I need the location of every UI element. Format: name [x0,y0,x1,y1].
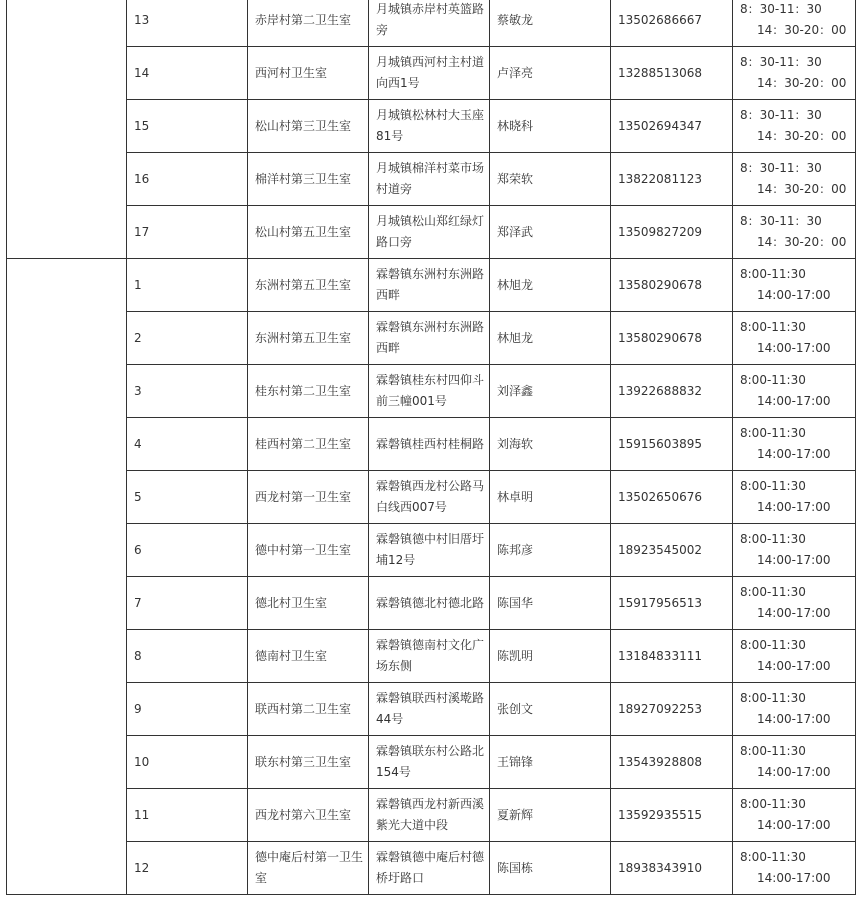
clinic-address: 霖磐镇桂西村桂桐路 [369,418,490,471]
clinic-address: 霖磐镇德南村文化广场东侧 [369,630,490,683]
opening-hours [733,683,856,736]
clinic-name: 联东村第三卫生室 [248,736,369,789]
table-row [7,365,856,418]
doctor-name: 林旭龙 [490,312,611,365]
clinic-name: 德中庵后村第一卫生室 [248,842,369,895]
morning-hours: 8:00-11:30 [740,532,806,546]
row-number: 16 [127,153,248,206]
opening-hours [733,365,856,418]
row-number: 15 [127,100,248,153]
morning-hours: 8：30-11：30 [740,108,822,122]
clinic-address: 霖磐镇德北村德北路 [369,577,490,630]
afternoon-hours: 14:00-17:00 [757,394,831,408]
table-row [7,683,856,736]
opening-hours [733,789,856,842]
opening-hours [733,153,856,206]
doctor-name: 陈国华 [490,577,611,630]
morning-hours: 8:00-11:30 [740,479,806,493]
row-number: 10 [127,736,248,789]
doctor-name: 林旭龙 [490,259,611,312]
afternoon-hours: 14：30-20：00 [757,182,847,196]
doctor-name: 林卓明 [490,471,611,524]
doctor-name: 王锦锋 [490,736,611,789]
clinic-address: 霖磐镇东洲村东洲路西畔 [369,259,490,312]
clinic-table [6,0,856,895]
clinic-address: 霖磐镇联西村溪墘路44号 [369,683,490,736]
clinic-address: 霖磐镇西龙村公路马白线西007号 [369,471,490,524]
table-row [7,259,856,312]
clinic-address: 霖磐镇德中村旧厝圩埔12号 [369,524,490,577]
morning-hours: 8:00-11:30 [740,638,806,652]
morning-hours: 8：30-11：30 [740,161,822,175]
table-row [7,630,856,683]
contact-phone: 15917956513 [611,577,733,630]
doctor-name: 陈国栋 [490,842,611,895]
contact-phone: 13592935515 [611,789,733,842]
row-number: 11 [127,789,248,842]
opening-hours [733,418,856,471]
table-row [7,842,856,895]
doctor-name: 郑泽武 [490,206,611,259]
contact-phone: 18923545002 [611,524,733,577]
doctor-name: 夏新辉 [490,789,611,842]
morning-hours: 8:00-11:30 [740,373,806,387]
afternoon-hours: 14:00-17:00 [757,765,831,779]
doctor-name: 张创文 [490,683,611,736]
clinic-address: 霖磐镇西龙村新西溪紫光大道中段 [369,789,490,842]
clinic-address: 霖磐镇东洲村东洲路西畔 [369,312,490,365]
contact-phone: 13580290678 [611,259,733,312]
contact-phone: 18938343910 [611,842,733,895]
contact-phone: 13822081123 [611,153,733,206]
table-row [7,206,856,259]
afternoon-hours: 14：30-20：00 [757,76,847,90]
morning-hours: 8:00-11:30 [740,850,806,864]
opening-hours [733,100,856,153]
opening-hours [733,842,856,895]
opening-hours [733,577,856,630]
clinic-name: 赤岸村第二卫生室 [248,0,369,47]
contact-phone: 13502650676 [611,471,733,524]
row-number: 6 [127,524,248,577]
row-number: 3 [127,365,248,418]
clinic-address: 月城镇西河村主村道向西1号 [369,47,490,100]
afternoon-hours: 14:00-17:00 [757,447,831,461]
table-row [7,153,856,206]
contact-phone: 13922688832 [611,365,733,418]
afternoon-hours: 14:00-17:00 [757,341,831,355]
contact-phone: 13184833111 [611,630,733,683]
opening-hours [733,47,856,100]
region-cell [7,0,127,259]
clinic-name: 西龙村第六卫生室 [248,789,369,842]
doctor-name: 蔡敏龙 [490,0,611,47]
morning-hours: 8:00-11:30 [740,267,806,281]
doctor-name: 陈凯明 [490,630,611,683]
opening-hours [733,259,856,312]
doctor-name: 刘海软 [490,418,611,471]
afternoon-hours: 14:00-17:00 [757,288,831,302]
contact-phone: 15915603895 [611,418,733,471]
contact-phone: 13580290678 [611,312,733,365]
clinic-address: 月城镇棉洋村菜市场村道旁 [369,153,490,206]
afternoon-hours: 14:00-17:00 [757,606,831,620]
clinic-address: 霖磐镇德中庵后村德桥圩路口 [369,842,490,895]
clinic-address: 月城镇松山郑红绿灯路口旁 [369,206,490,259]
opening-hours [733,206,856,259]
table-row [7,577,856,630]
contact-phone: 13502694347 [611,100,733,153]
clinic-address: 月城镇赤岸村英篮路旁 [369,0,490,47]
row-number: 12 [127,842,248,895]
morning-hours: 8：30-11：30 [740,214,822,228]
table-row [7,312,856,365]
clinic-name: 桂西村第二卫生室 [248,418,369,471]
morning-hours: 8:00-11:30 [740,320,806,334]
opening-hours [733,736,856,789]
clinic-address: 霖磐镇联东村公路北154号 [369,736,490,789]
opening-hours [733,630,856,683]
afternoon-hours: 14:00-17:00 [757,712,831,726]
row-number: 17 [127,206,248,259]
table-row [7,418,856,471]
contact-phone: 13502686667 [611,0,733,47]
clinic-name: 东洲村第五卫生室 [248,259,369,312]
doctor-name: 刘泽鑫 [490,365,611,418]
table-row [7,736,856,789]
contact-phone: 18927092253 [611,683,733,736]
table-row [7,789,856,842]
contact-phone: 13288513068 [611,47,733,100]
row-number: 13 [127,0,248,47]
row-number: 8 [127,630,248,683]
morning-hours: 8：30-11：30 [740,55,822,69]
table-row [7,100,856,153]
afternoon-hours: 14:00-17:00 [757,818,831,832]
clinic-address: 月城镇松林村大玉座81号 [369,100,490,153]
morning-hours: 8:00-11:30 [740,744,806,758]
doctor-name: 陈邦彦 [490,524,611,577]
clinic-name: 联西村第二卫生室 [248,683,369,736]
doctor-name: 郑荣软 [490,153,611,206]
row-number: 1 [127,259,248,312]
clinic-table-body [7,0,856,895]
clinic-name: 德中村第一卫生室 [248,524,369,577]
table-row [7,47,856,100]
opening-hours [733,471,856,524]
afternoon-hours: 14:00-17:00 [757,553,831,567]
afternoon-hours: 14：30-20：00 [757,23,847,37]
clinic-name: 西龙村第一卫生室 [248,471,369,524]
opening-hours [733,0,856,47]
afternoon-hours: 14:00-17:00 [757,659,831,673]
row-number: 5 [127,471,248,524]
table-row [7,524,856,577]
morning-hours: 8:00-11:30 [740,585,806,599]
row-number: 9 [127,683,248,736]
morning-hours: 8：30-11：30 [740,2,822,16]
doctor-name: 卢泽亮 [490,47,611,100]
opening-hours [733,312,856,365]
contact-phone: 13509827209 [611,206,733,259]
clinic-name: 松山村第三卫生室 [248,100,369,153]
row-number: 4 [127,418,248,471]
clinic-address: 霖磐镇桂东村四仰斗前三幢001号 [369,365,490,418]
table-row [7,471,856,524]
clinic-name: 松山村第五卫生室 [248,206,369,259]
doctor-name: 林晓科 [490,100,611,153]
afternoon-hours: 14:00-17:00 [757,500,831,514]
clinic-name: 西河村卫生室 [248,47,369,100]
morning-hours: 8:00-11:30 [740,426,806,440]
opening-hours [733,524,856,577]
clinic-name: 棉洋村第三卫生室 [248,153,369,206]
row-number: 14 [127,47,248,100]
afternoon-hours: 14：30-20：00 [757,235,847,249]
contact-phone: 13543928808 [611,736,733,789]
clinic-name: 东洲村第五卫生室 [248,312,369,365]
row-number: 2 [127,312,248,365]
region-cell [7,259,127,895]
afternoon-hours: 14:00-17:00 [757,871,831,885]
morning-hours: 8:00-11:30 [740,797,806,811]
morning-hours: 8:00-11:30 [740,691,806,705]
clinic-name: 德南村卫生室 [248,630,369,683]
afternoon-hours: 14：30-20：00 [757,129,847,143]
clinic-name: 德北村卫生室 [248,577,369,630]
table-row [7,0,856,47]
row-number: 7 [127,577,248,630]
clinic-name: 桂东村第二卫生室 [248,365,369,418]
